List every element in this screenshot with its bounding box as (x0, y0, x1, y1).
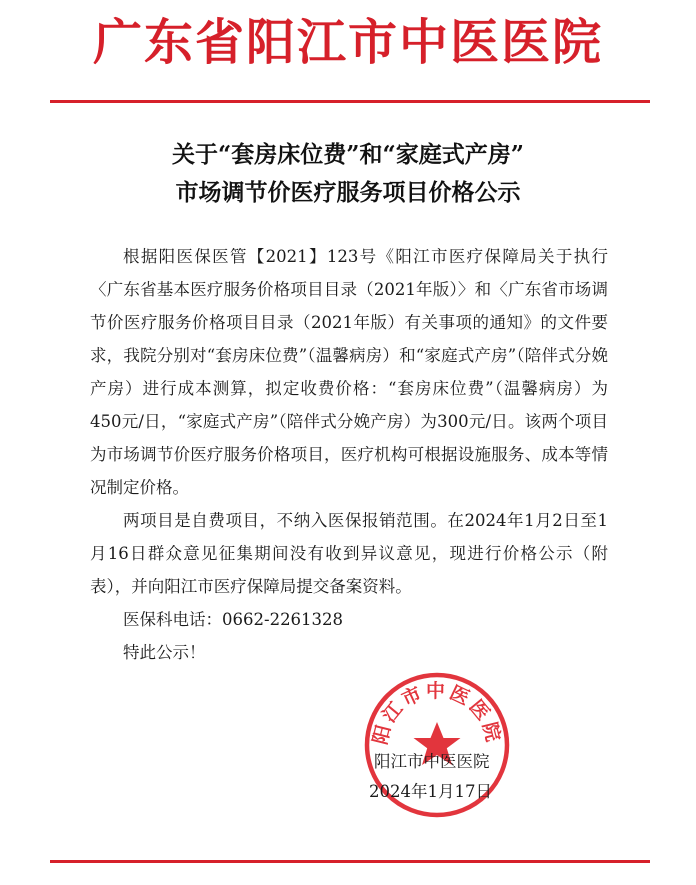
letterhead-org-name: 广东省阳江市中医医院 (92, 13, 603, 71)
body-paragraph-2: 两项目是自费项目，不纳入医保报销范围。在2024年1月2日至1月16日群众意见征集期间没有收到异议意见，现进行价格公示（附表），并向阳江市医疗保障局提交备案资料。 (90, 511, 608, 596)
document-title-line-1: 关于“套房床位费”和“家庭式产房” (172, 141, 524, 168)
signature-org: 阳江市中医医院 (374, 752, 490, 771)
footer-divider (50, 860, 650, 863)
body-paragraph-1: 根据阳医保医管【2021】123号《阳江市医疗保障局关于执行〈广东省基本医疗服务价格项目目录（2021年版）〉和〈广东省市场调节价医疗服务价格项目目录（2021年版）有关事项的通知》的文件要求，我院分别对“套房床位费”（温馨病房）和“家庭式产房”（陪伴式分娩产房）进行成本测算，拟定收费价格：“套房床位费”（温馨病房）为450元/日，“家庭式产房”（陪伴式分娩产房）为300元/日。该两个项目为市场调节价医疗服务价格项目，医疗机构可根据设施服务、成本等情况制定价格。 (90, 247, 608, 497)
document-title-line-2: 市场调节价医疗服务项目价格公示 (175, 179, 521, 206)
closing-line: 特此公示！ (123, 643, 206, 662)
svg-text:阳江市中医医院: 阳江市中医医院 (369, 679, 505, 747)
letterhead-divider (50, 100, 650, 103)
contact-phone-line: 医保科电话：0662-2261328 (123, 610, 344, 629)
signature-date: 2024年1月17日 (369, 782, 492, 801)
